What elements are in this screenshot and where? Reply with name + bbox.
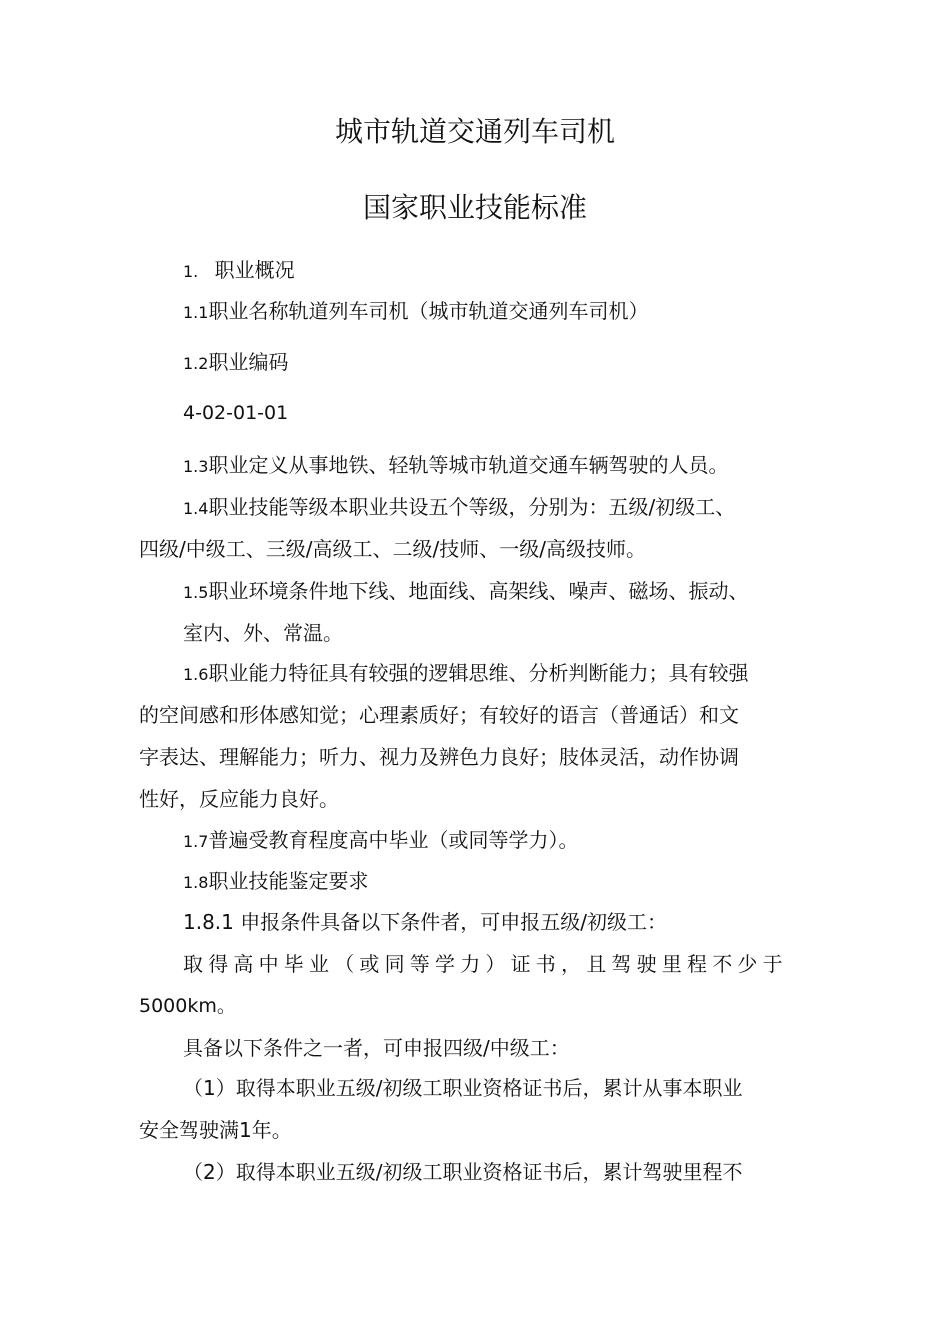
occupation-code: 4-02-01-01 bbox=[183, 402, 289, 424]
section-number: 1.4 bbox=[183, 499, 209, 518]
line-text: 室内、外、常温。 bbox=[183, 621, 343, 645]
line-text: 职业环境条件地下线、地面线、高架线、噪声、磁场、振动、 bbox=[208, 579, 749, 603]
section-number: 1.1 bbox=[183, 303, 209, 322]
line-text: 职业定义从事地铁、轻轨等城市轨道交通车辆驾驶的人员。 bbox=[208, 453, 729, 477]
paragraph-line bbox=[183, 493, 735, 523]
line-text: 取得高中毕业（或同等学力）证书，且驾驶里程不少于 bbox=[183, 952, 788, 976]
section-number: 1.2 bbox=[183, 354, 209, 373]
document-title-line1: 城市轨道交通列车司机 bbox=[334, 115, 615, 148]
paragraph-line bbox=[183, 659, 748, 689]
line-text: 的空间感和形体感知觉；心理素质好；有较好的语言（普通话）和文 bbox=[139, 703, 739, 727]
line-text: 职业编码 bbox=[208, 350, 289, 374]
line-text: 具备以下条件之一者，可申报四级/中级工： bbox=[183, 1036, 570, 1060]
section-number: 1.6 bbox=[183, 665, 209, 684]
line-text: 性好，反应能力良好。 bbox=[139, 787, 339, 811]
line-text: 职业技能鉴定要求 bbox=[208, 869, 369, 893]
line-text: （2）取得本职业五级/初级工职业资格证书后，累计驾驶里程不 bbox=[183, 1160, 743, 1184]
document-title-line2: 国家职业技能标准 bbox=[362, 191, 587, 224]
section-number: 1. bbox=[183, 262, 199, 281]
line-text: 职业能力特征具有较强的逻辑思维、分析判断能力；具有较强 bbox=[208, 661, 749, 685]
line-text: 职业名称轨道列车司机（城市轨道交通列车司机） bbox=[208, 299, 649, 323]
section-number: 1.7 bbox=[183, 832, 209, 851]
line-text: 四级/中级工、三级/高级工、二级/技师、一级/高级技师。 bbox=[139, 537, 646, 561]
line-text: 安全驾驶满1年。 bbox=[139, 1118, 292, 1142]
paragraph-line bbox=[183, 577, 748, 607]
paragraph-line bbox=[183, 826, 578, 856]
line-text: （1）取得本职业五级/初级工职业资格证书后，累计从事本职业 bbox=[183, 1076, 743, 1100]
section-number: 1.5 bbox=[183, 583, 209, 602]
line-text: 1.8.1 申报条件具备以下条件者，可申报五级/初级工： bbox=[183, 910, 667, 934]
paragraph-line bbox=[183, 867, 368, 897]
paragraph-line bbox=[183, 451, 728, 481]
line-text: 职业概况 bbox=[214, 258, 295, 282]
section-number: 1.3 bbox=[183, 457, 209, 476]
line-text: 5000km。 bbox=[139, 995, 236, 1017]
line-text: 普遍受教育程度高中毕业（或同等学力）。 bbox=[208, 828, 579, 852]
paragraph-line bbox=[183, 256, 295, 286]
paragraph-line bbox=[183, 348, 288, 378]
line-text: 字表达、理解能力；听力、视力及辨色力良好；肢体灵活，动作协调 bbox=[139, 745, 739, 769]
paragraph-line bbox=[183, 297, 648, 327]
section-number: 1.8 bbox=[183, 873, 209, 892]
line-text: 职业技能等级本职业共设五个等级，分别为：五级/初级工、 bbox=[208, 495, 736, 519]
